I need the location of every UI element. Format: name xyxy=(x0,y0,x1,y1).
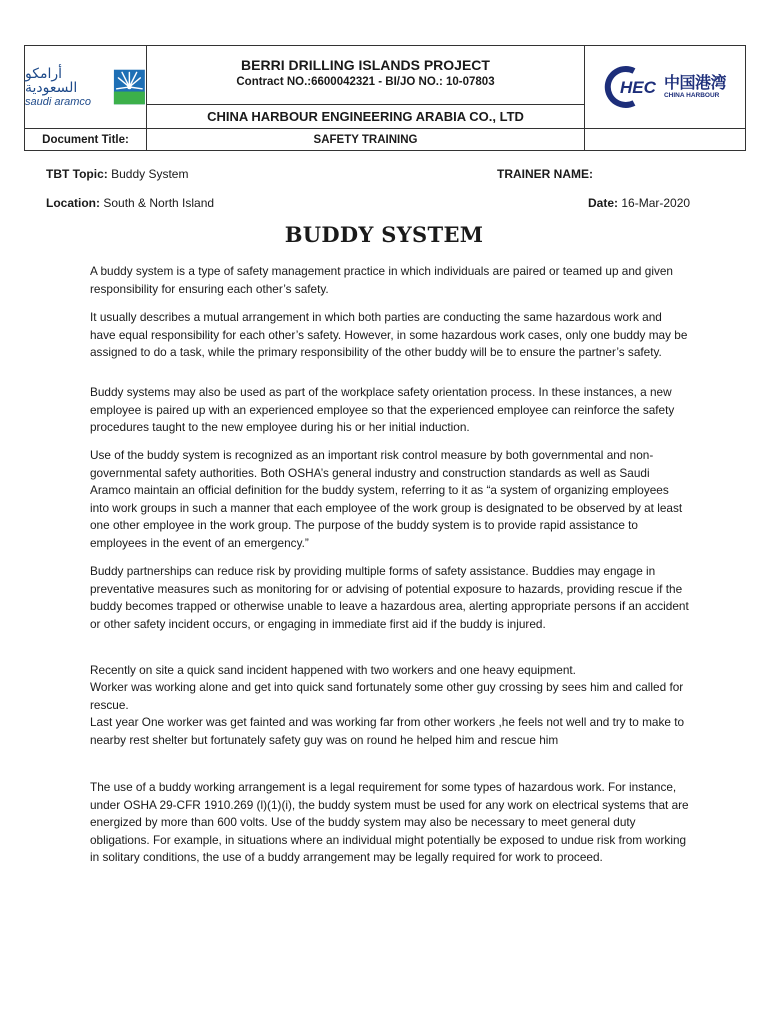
paragraph-partnerships: Buddy partnerships can reduce risk by providing multiple forms of safety assistance. Buddies may engage in preventative measures such as monitoring for or advising of potential exposure to hazards, providing rescue if the buddy becomes trapped or otherwise unable to leave a hazardous area, alerting appropriate persons if an accident or other safety incident occurs, or engaging in immediate first aid if the buddy is injured. xyxy=(90,564,689,631)
paragraph-mutual-arrangement: It usually describes a mutual arrangement in which both parties are conducting the same hazardous work and have equal responsibility for each other’s safety. However, in some hazardous work cases, only one buddy may be assigned to do a task, while the primary responsibility of the other buddy will be to ensure the partner’s safety. xyxy=(90,310,688,359)
company-name: CHINA HARBOUR ENGINEERING ARABIA CO., LTD xyxy=(147,105,585,129)
aramco-star-icon xyxy=(113,67,146,107)
chec-english-name: CHINA HARBOUR xyxy=(663,91,720,99)
paragraph-risk-control: Use of the buddy system is recognized as an important risk control measure by both governmental and non-governmental safety authorities. Both OSHA’s general industry and construction standards as well as Saudi Aramco maintain an official definition for the buddy system, referring to it as “a system of organizing employees into work groups in such a manner that each employee of the work group is designated to be observed by at least one other employee in the work group. The purpose of the buddy system is to provide rapid assistance to employees in the event of an emergency.” xyxy=(90,448,683,550)
location-label: Location: xyxy=(46,196,100,210)
contract-number: Contract NO.:6600042321 - BI/JO NO.: 10-07803 xyxy=(236,76,495,88)
tbt-topic xyxy=(46,166,188,182)
chec-chinese-name: 中国港湾 xyxy=(663,72,726,92)
date-label: Date: xyxy=(588,196,619,210)
document-title-label: Document Title: xyxy=(25,129,147,151)
project-info-cell xyxy=(147,46,585,105)
paragraph-definition: A buddy system is a type of safety management practice in which individuals are paired or teamed up and given responsibility for ensuring each other’s safety. xyxy=(90,264,673,296)
paragraph-worker-alone: Worker was working alone and get into quick sand fortunately some other guy crossing by sees him and called for rescue. xyxy=(90,680,684,712)
date xyxy=(588,195,690,211)
aramco-english-text: saudi aramco xyxy=(25,95,92,108)
aramco-arabic-text: أرامكو السعودية xyxy=(25,65,78,96)
page-title: BUDDY SYSTEM xyxy=(284,222,484,247)
svg-text:HEC: HEC xyxy=(619,78,656,97)
project-title: BERRI DRILLING ISLANDS PROJECT xyxy=(241,57,490,73)
paragraph-legal-requirement: The use of a buddy working arrangement is a legal requirement for some types of hazardous work. For instance, under OSHA 29-CFR 1910.269 (l)(1)(i), the buddy system must be used for any work on electrical systems that are energized by more than 600 volts. Use of the buddy system may also be necessary to meet general duty obligations. For example, in situations where an individual might potentially be exposed to undue risk from working in solitary conditions, the use of a buddy arrangement may be legally required for work to proceed. xyxy=(90,780,689,864)
paragraph-fainted-worker: Last year One worker was get fainted and was working far from other workers ,he feels not well and try to make to nearby rest shelter but fortunately safety guy was on round he helped him and rescue him xyxy=(90,715,685,747)
saudi-aramco-logo xyxy=(25,67,146,108)
document-title-value: SAFETY TRAINING xyxy=(147,129,585,151)
paragraph-orientation: Buddy systems may also be used as part of the workplace safety orientation process. In these instances, a new employee is paired up with an experienced employee so that the experienced employee can reinforce the safety procedures taught to the new employee during his or her initial induction. xyxy=(90,385,675,434)
chec-ring-icon xyxy=(604,65,662,109)
paragraph-quick-sand-incident: Recently on site a quick sand incident happened with two workers and one heavy equipment. xyxy=(90,663,576,677)
location-value: South & North Island xyxy=(103,196,215,210)
china-harbour-logo xyxy=(604,65,726,109)
trainer-name xyxy=(497,166,593,182)
left-logo-cell xyxy=(25,46,147,129)
header-table xyxy=(24,45,746,151)
location xyxy=(46,195,214,211)
topic-label: TBT Topic: xyxy=(46,167,108,181)
right-logo-cell xyxy=(585,46,746,129)
trainer-label: TRAINER NAME: xyxy=(497,167,593,181)
date-value: 16-Mar-2020 xyxy=(621,196,691,210)
empty-cell xyxy=(585,129,746,151)
topic-value: Buddy System xyxy=(111,167,189,181)
